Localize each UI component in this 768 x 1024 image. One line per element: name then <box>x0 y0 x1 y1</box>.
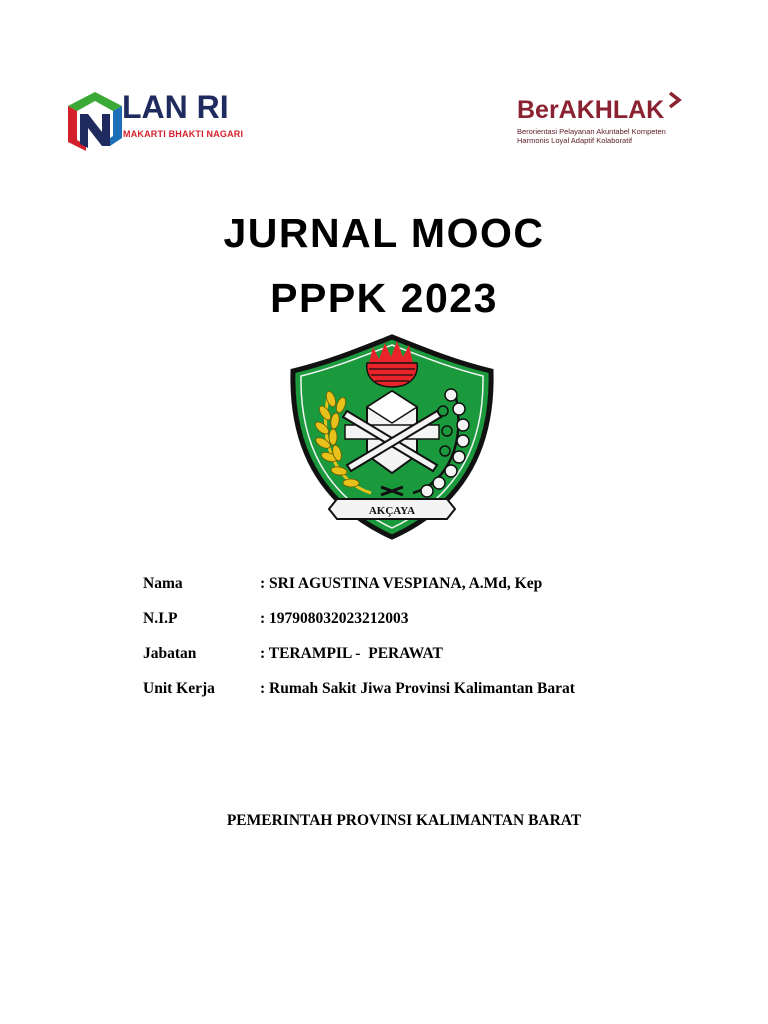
info-value: : Rumah Sakit Jiwa Provinsi Kalimantan Barat <box>260 680 575 697</box>
issuing-government: PEMERINTAH PROVINSI KALIMANTAN BARAT <box>226 812 582 829</box>
info-value: : 197908032023212003 <box>260 610 409 627</box>
document-title-line-2: PPPK 2023 <box>270 275 498 321</box>
info-label: Jabatan <box>143 645 197 662</box>
motto-text: AKÇAYA <box>368 505 416 517</box>
lan-ri-logo <box>60 82 244 154</box>
info-label: Unit Kerja <box>143 680 215 697</box>
lan-ri-title: LAN RI <box>122 89 229 125</box>
info-value: : SRI AGUSTINA VESPIANA, A.Md, Kep <box>260 575 543 592</box>
info-label: N.I.P <box>143 610 178 627</box>
chevron-right-icon <box>665 90 685 110</box>
berakhlak-title: BerAKHLAK <box>517 96 665 124</box>
lan-ri-subtitle: MAKARTI BHAKTI NAGARI <box>123 129 244 139</box>
berakhlak-tagline-2: Harmonis Loyal Adaptif Kolaboratif <box>517 136 633 145</box>
provincial-emblem <box>287 333 497 541</box>
info-label: Nama <box>143 575 183 592</box>
berakhlak-logo <box>515 90 695 150</box>
lan-ri-mark-icon <box>64 90 126 152</box>
info-value: : TERAMPIL - PERAWAT <box>260 645 443 662</box>
berakhlak-tagline-1: Berorientasi Pelayanan Akuntabel Kompeten <box>517 127 666 136</box>
document-title-line-1: JURNAL MOOC <box>223 210 545 256</box>
